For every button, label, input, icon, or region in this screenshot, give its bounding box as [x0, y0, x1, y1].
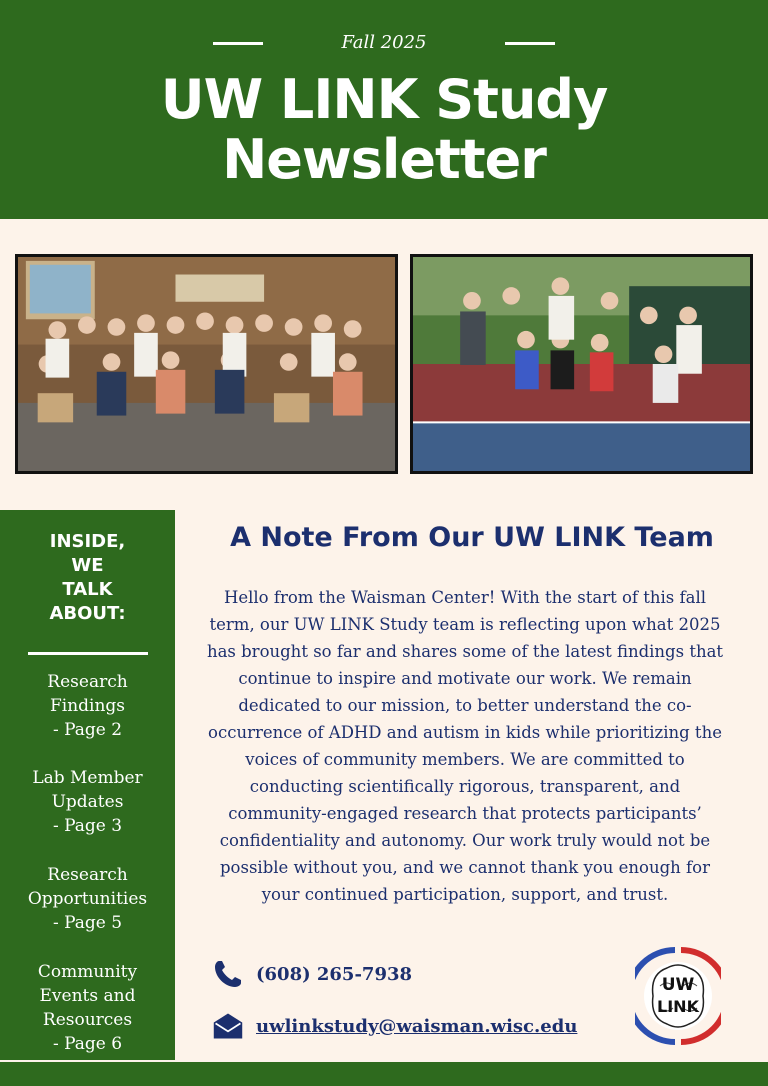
uw-link-logo-image [635, 946, 721, 1046]
uw-link-logo [635, 946, 721, 1046]
bottom-bar [0, 1062, 768, 1086]
toc-item-lab-member-updates[interactable]: Lab Member Updates - Page 3 [32, 768, 143, 836]
email-link[interactable]: uwlinkstudy@waisman.wisc.edu [256, 1015, 578, 1037]
phone-icon [212, 958, 244, 990]
sidebar-heading-line-2: WE [71, 555, 104, 576]
toc-item-research-opportunities[interactable]: Research Opportunities - Page 5 [27, 865, 148, 933]
sidebar-divider [28, 652, 148, 655]
phone-contact[interactable] [212, 958, 412, 990]
phone-number: (608) 265-7938 [256, 963, 413, 985]
logo-text-uw: UW [661, 975, 695, 995]
toc-item-community-events[interactable]: Community Events and Resources - Page 6 [37, 962, 138, 1054]
contents-sidebar [0, 510, 175, 1060]
group-photo [15, 254, 398, 474]
sidebar-heading-line-1: INSIDE, [49, 531, 126, 552]
envelope-icon [212, 1010, 244, 1042]
title-line-2: Newsletter [222, 128, 546, 191]
pickleball-photo [410, 254, 753, 474]
note-title: A Note From Our UW LINK Team [230, 522, 714, 553]
email-contact[interactable] [212, 1010, 577, 1042]
sidebar-heading-line-4: ABOUT: [49, 603, 126, 624]
pickleball-photo-image [413, 257, 750, 471]
newsletter-title [0, 70, 768, 190]
logo-text-link: LINK [657, 997, 699, 1016]
header-banner [0, 0, 768, 219]
note-body: Hello from the Waisman Center! With the start of this fall term, our UW LINK Study team is reflecting upon what 2025 has brought so far and shares some of the latest findings that continue to inspire and motivate our work. We remain dedicated to our mission, to better understand the co-occurrence of ADHD and autism in kids while prioritizing the voices of community members. We are committed to conducting scientifically rigorous, transparent, and community-engaged research that protects participants’ confidentiality and autonomy. Our work truly would not be possible without you, and we cannot thank you enough for your continued participation, support, and trust. [206, 588, 724, 904]
season-label: Fall 2025 [341, 32, 427, 53]
sidebar-heading [0, 530, 175, 626]
sidebar-heading-line-3: TALK [62, 579, 113, 600]
group-photo-image [18, 257, 395, 471]
title-line-1: UW LINK Study [160, 68, 608, 131]
toc-item-research-findings[interactable]: Research Findings - Page 2 [47, 672, 128, 740]
